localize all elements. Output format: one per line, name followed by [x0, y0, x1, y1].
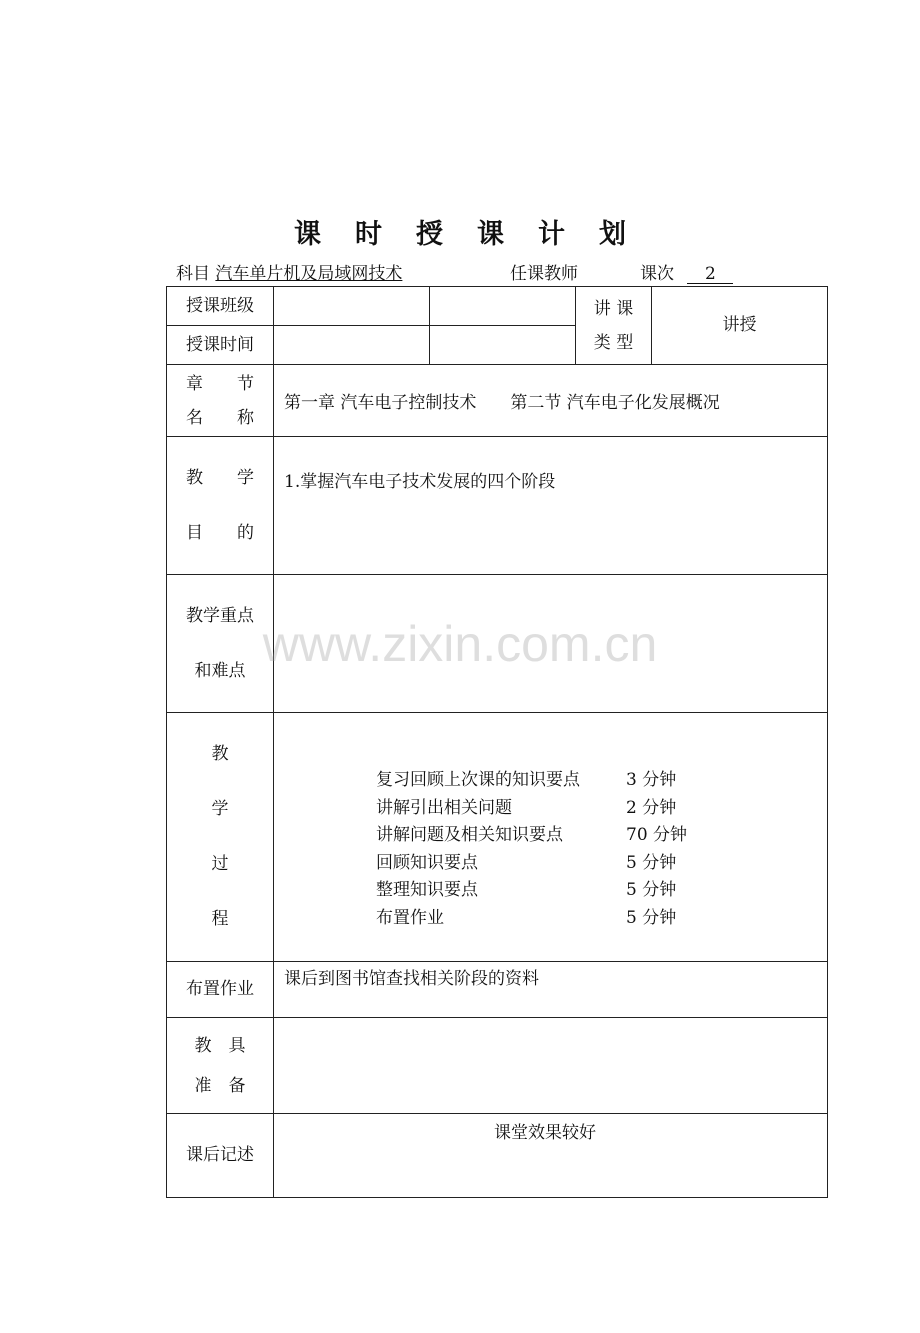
lesson-label: 课次 [640, 264, 674, 284]
tools-value[interactable] [274, 1018, 828, 1114]
focus-label [167, 575, 274, 713]
subject-label: 科目 [176, 264, 210, 284]
goal-label [167, 437, 274, 575]
process-duration: 5 分钟 [626, 880, 677, 900]
title-char: 课 [477, 219, 504, 250]
process-list [376, 767, 827, 932]
list-item [376, 795, 827, 823]
chapter-label-line-1: 章 节 [186, 373, 254, 394]
type-value[interactable]: 讲授 [652, 287, 828, 365]
process-label-char: 过 [211, 854, 229, 874]
focus-label-line-1: 教学重点 [186, 605, 254, 626]
lesson-value: 2 [687, 265, 733, 284]
list-item [376, 905, 827, 933]
list-item [376, 767, 827, 795]
goal-text: 1.掌握汽车电子技术发展的四个阶段 [284, 472, 556, 492]
process-activity: 复习回顾上次课的知识要点 [376, 770, 580, 790]
process-label-char: 学 [211, 799, 229, 819]
notes-value[interactable] [274, 1114, 828, 1198]
tools-label-line-1: 教 具 [194, 1035, 246, 1056]
notes-label: 课后记述 [167, 1114, 274, 1198]
focus-label-line-2: 和难点 [194, 660, 246, 681]
title-char: 时 [355, 219, 382, 250]
time-field-1[interactable] [274, 326, 430, 365]
teacher-label: 任课教师 [510, 264, 578, 284]
title-char: 课 [294, 219, 321, 250]
time-label: 授课时间 [167, 326, 274, 365]
process-duration: 5 分钟 [626, 907, 677, 928]
tools-label [167, 1018, 274, 1114]
title-char: 授 [416, 219, 443, 250]
page-title [0, 212, 920, 251]
focus-value[interactable] [274, 575, 828, 713]
process-label-char: 程 [211, 909, 229, 929]
lesson-line [640, 259, 733, 284]
process-value[interactable] [274, 713, 828, 962]
goal-label-line-2: 目 的 [186, 522, 254, 543]
homework-value[interactable] [274, 962, 828, 1018]
notes-text: 课堂效果较好 [494, 1123, 596, 1143]
process-duration: 70 分钟 [626, 825, 688, 845]
title-char: 划 [599, 219, 626, 250]
subject-value: 汽车单片机及局域网技术 [215, 264, 403, 284]
process-activity: 整理知识要点 [376, 880, 478, 900]
list-item [376, 822, 827, 850]
homework-text: 课后到图书馆查找相关阶段的资料 [284, 969, 539, 989]
watermark: www.zixin.com.cn [262, 616, 658, 672]
process-activity: 讲解问题及相关知识要点 [376, 825, 563, 845]
class-field-1[interactable] [274, 287, 430, 326]
lesson-plan-table [166, 286, 828, 1198]
chapter-value[interactable]: 第一章 汽车电子控制技术 第二节 汽车电子化发展概况 [274, 365, 828, 437]
goal-value[interactable] [274, 437, 828, 575]
process-activity: 讲解引出相关问题 [376, 797, 512, 818]
chapter-label [167, 365, 274, 437]
subject-line [176, 259, 402, 284]
type-label-line-2: 类 型 [593, 332, 634, 353]
class-field-2[interactable] [430, 287, 576, 326]
process-duration: 2 分钟 [626, 797, 677, 818]
process-label-char: 教 [211, 744, 229, 764]
process-activity: 回顾知识要点 [376, 852, 478, 873]
time-field-2[interactable] [430, 326, 576, 365]
tools-label-line-2: 准 备 [194, 1075, 246, 1096]
list-item [376, 877, 827, 905]
process-activity: 布置作业 [376, 907, 444, 928]
chapter-label-line-2: 名 称 [186, 407, 254, 428]
process-duration: 5 分钟 [626, 852, 677, 873]
homework-label: 布置作业 [167, 962, 274, 1018]
title-char: 计 [538, 219, 565, 250]
process-duration: 3 分钟 [626, 770, 677, 790]
list-item [376, 850, 827, 878]
type-label [576, 287, 652, 365]
class-label: 授课班级 [167, 287, 274, 326]
goal-label-line-1: 教 学 [186, 467, 254, 488]
type-label-line-1: 讲 课 [593, 298, 634, 319]
process-label [167, 713, 274, 962]
